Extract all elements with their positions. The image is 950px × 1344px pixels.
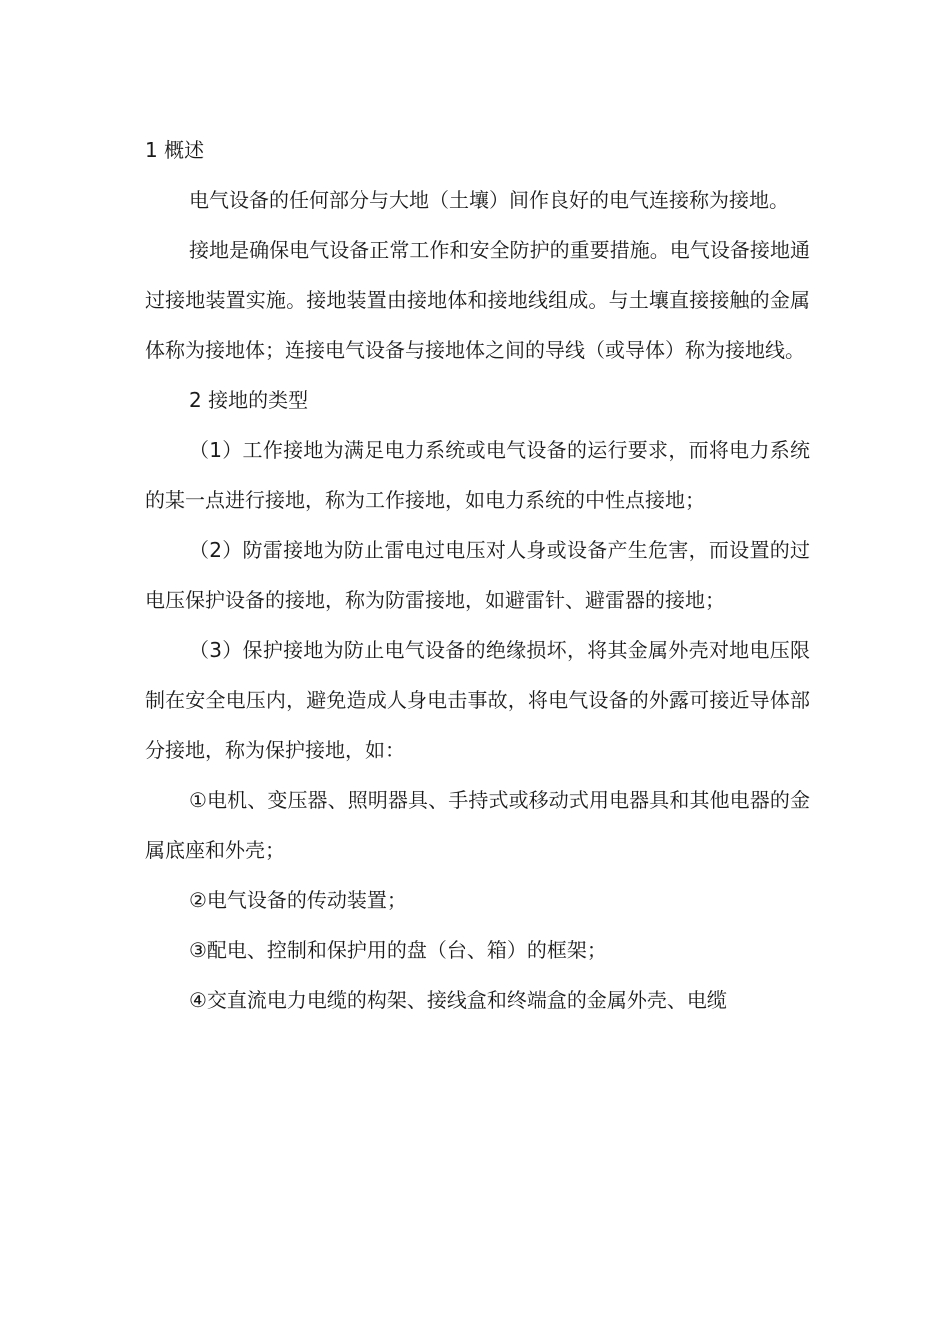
document-body: [145, 125, 810, 1025]
paragraph-definition: 电气设备的任何部分与大地（土壤）间作良好的电气连接称为接地。: [189, 188, 789, 212]
list-item-transmission: ②电气设备的传动装置；: [189, 888, 407, 912]
paragraph-grounding-device: 接地是确保电气设备正常工作和安全防护的重要措施。电气设备接地通过接地装置实施。接地装置由接地体和接地线组成。与土壤直接接触的金属体称为接地体；连接电气设备与接地体之间的导线（或导体）称为接地线。: [145, 238, 810, 362]
paragraph-lightning-grounding: （2）防雷接地为防止雷电过电压对人身或设备产生危害，而设置的过电压保护设备的接地，称为防雷接地，如避雷针、避雷器的接地；: [145, 538, 810, 612]
list-item-cable-frames: ④交直流电力电缆的构架、接线盒和终端盒的金属外壳、电缆: [189, 988, 727, 1012]
paragraph-working-grounding: （1）工作接地为满足电力系统或电气设备的运行要求，而将电力系统的某一点进行接地，称为工作接地，如电力系统的中性点接地；: [145, 438, 810, 512]
section-heading-types: 2 接地的类型: [189, 388, 309, 412]
paragraph-protective-grounding: （3）保护接地为防止电气设备的绝缘损坏，将其金属外壳对地电压限制在安全电压内，避免造成人身电击事故，将电气设备的外露可接近导体部分接地，称为保护接地，如：: [145, 638, 810, 762]
list-item-motor-enclosures: ①电机、变压器、照明器具、手持式或移动式用电器具和其他电器的金属底座和外壳；: [145, 788, 810, 862]
section-heading-overview: 1 概述: [145, 138, 205, 162]
list-item-panel-frames: ③配电、控制和保护用的盘（台、箱）的框架；: [189, 938, 607, 962]
